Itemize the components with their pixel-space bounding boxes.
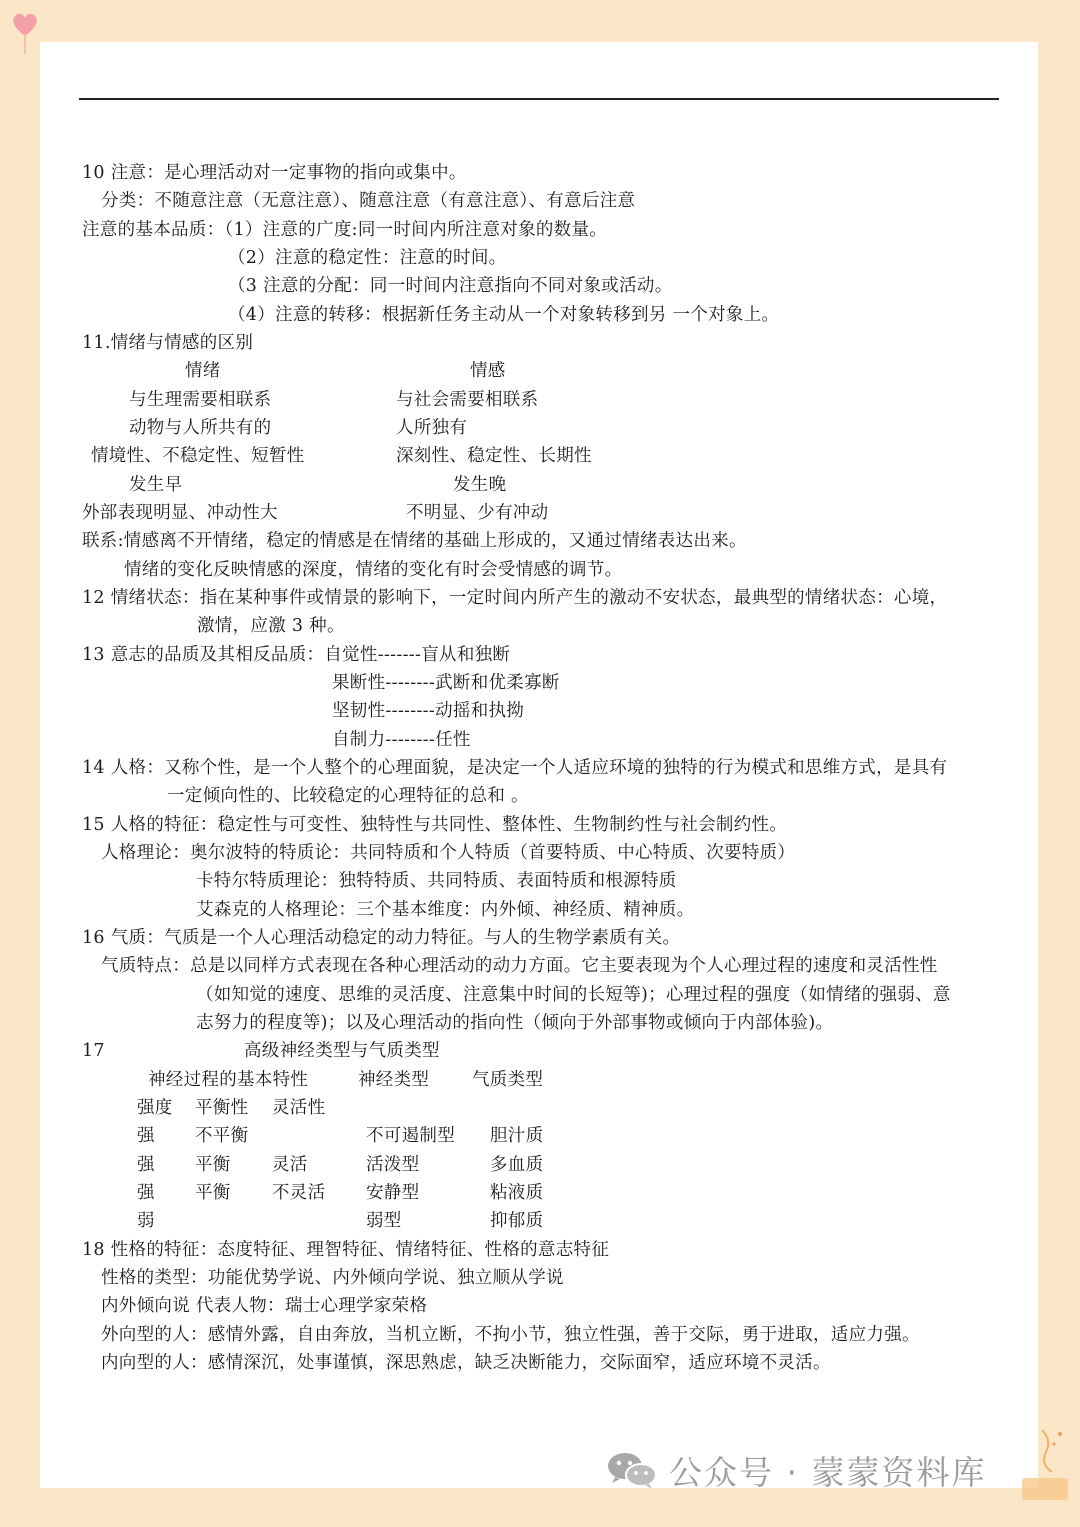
comparison-cell: 与社会需要相联系: [396, 390, 539, 410]
text-line: 10 注意：是心理活动对一定事物的指向或集中。: [82, 163, 467, 183]
table-subheader: 灵活性: [272, 1098, 326, 1118]
table-cell: 多血质: [490, 1155, 544, 1175]
comparison-cell: 外部表现明显、冲动性大: [82, 503, 278, 523]
text-line: 情绪的变化反映情感的深度，情绪的变化有时会受情感的调节。: [124, 560, 623, 580]
text-line: 内向型的人：感情深沉，处事谨慎，深思熟虑，缺乏决断能力，交际面窄，适应环境不灵活。: [101, 1353, 831, 1373]
text-line: （3 注意的分配：同一时间内注意指向不同对象或活动。: [228, 276, 673, 296]
table-cell: 强: [137, 1126, 155, 1146]
text-line: 14 人格：又称个性，是一个人整个的心理面貌，是决定一个人适应环境的独特的行为模式和思维方式，是具有: [82, 758, 948, 778]
text-line: 志努力的程度等)；以及心理活动的指向性（倾向于外部事物或倾向于内部体验)。: [196, 1013, 834, 1033]
text-line: （2）注意的稳定性：注意的时间。: [228, 248, 507, 268]
document-page: [40, 42, 1038, 1488]
text-line: 分类：不随意注意（无意注意）、随意注意（有意注意）、有意后注意: [101, 191, 636, 211]
text-line: 外向型的人：感情外露，自由奔放，当机立断，不拘小节，独立性强，善于交际，勇于进取，适应力强。: [101, 1325, 920, 1345]
text-line: 18 性格的特征：态度特征、理智特征、情绪特征、性格的意志特征: [82, 1240, 610, 1260]
text-line: 性格的类型：功能优势学说、内外倾向学说、独立顺从学说: [101, 1268, 564, 1288]
wechat-icon: [605, 1450, 659, 1490]
table-header: 神经过程的基本特性: [148, 1070, 309, 1090]
text-line: 卡特尔特质理论：独特特质、共同特质、表面特质和根源特质: [196, 871, 677, 891]
table-cell: 活泼型: [366, 1155, 420, 1175]
header-rule: [79, 98, 999, 100]
text-line: 自制力--------任性: [332, 730, 471, 750]
table-header: 气质类型: [472, 1070, 544, 1090]
table-cell: 强: [137, 1183, 155, 1203]
text-line: 激情，应激 3 种。: [197, 616, 345, 636]
comparison-cell: 人所独有: [396, 418, 468, 438]
text-line: 13 意志的品质及其相反品质：自觉性-------盲从和独断: [82, 645, 511, 665]
table-cell: 安静型: [366, 1183, 420, 1203]
text-line: 一定倾向性的、比较稳定的心理特征的总和 。: [167, 786, 529, 806]
table-cell: 灵活: [272, 1155, 308, 1175]
table-cell: 抑郁质: [490, 1211, 544, 1231]
comparison-cell: 发生早: [129, 475, 183, 495]
decoration-icon: [1012, 1420, 1074, 1510]
table-subheader: 强度: [137, 1098, 173, 1118]
table-cell: 粘液质: [490, 1183, 544, 1203]
table-cell: 胆汁质: [490, 1126, 544, 1146]
text-line: 联系:情感离不开情绪，稳定的情感是在情绪的基础上形成的，又通过情绪表达出来。: [82, 531, 747, 551]
text-line: 艾森克的人格理论：三个基本维度：内外倾、神经质、精神质。: [196, 900, 695, 920]
table-cell: 弱: [137, 1211, 155, 1231]
table-title: 高级神经类型与气质类型: [244, 1041, 440, 1061]
text-line: 15 人格的特征：稳定性与可变性、独特性与共同性、整体性、生物制约性与社会制约性。: [82, 815, 788, 835]
comparison-cell: 情境性、不稳定性、短暂性: [91, 446, 305, 466]
text-line: 气质特点：总是以同样方式表现在各种心理活动的动力方面。它主要表现为个人心理过程的速度和灵活性性: [101, 956, 938, 976]
table-subheader: 平衡性: [195, 1098, 249, 1118]
text-line: 11.情绪与情感的区别: [82, 333, 254, 353]
comparison-cell: 深刻性、稳定性、长期性: [396, 446, 592, 466]
table-cell: 平衡: [195, 1183, 231, 1203]
table-cell: 不可遏制型: [366, 1126, 455, 1146]
watermark-label: 公众号 · 蒙蒙资料库: [669, 1452, 987, 1492]
text-line: 人格理论：奥尔波特的特质论：共同特质和个人特质（首要特质、中心特质、次要特质）: [101, 843, 796, 863]
table-cell: 不平衡: [195, 1126, 249, 1146]
section-number: 17: [82, 1041, 105, 1061]
text-line: 坚韧性--------动摇和执拗: [332, 701, 525, 721]
table-header: 神经类型: [358, 1070, 430, 1090]
text-line: 16 气质：气质是一个人心理活动稳定的动力特征。与人的生物学素质有关。: [82, 928, 681, 948]
comparison-header: 情感: [470, 361, 506, 381]
comparison-cell: 动物与人所共有的: [129, 418, 272, 438]
watermark: [605, 1448, 986, 1492]
text-line: 12 情绪状态：指在某种事件或情景的影响下，一定时间内所产生的激动不安状态，最典型的情绪状态：心境，: [82, 588, 948, 608]
table-cell: 不灵活: [272, 1183, 326, 1203]
comparison-cell: 发生晚: [453, 475, 507, 495]
text-line: （4）注意的转移：根据新任务主动从一个对象转移到另 一个对象上。: [228, 305, 780, 325]
comparison-cell: 与生理需要相联系: [129, 390, 272, 410]
text-line: 内外倾向说 代表人物：瑞士心理学家荣格: [101, 1296, 428, 1316]
text-line: （如知觉的速度、思维的灵活度、注意集中时间的长短等)；心理过程的强度（如情绪的强弱、意: [196, 985, 951, 1005]
table-cell: 平衡: [195, 1155, 231, 1175]
table-cell: 弱型: [366, 1211, 402, 1231]
comparison-header: 情绪: [185, 361, 221, 381]
table-cell: 强: [137, 1155, 155, 1175]
text-line: 果断性--------武断和优柔寡断: [332, 673, 560, 693]
heart-icon: [10, 10, 40, 54]
comparison-cell: 不明显、少有冲动: [406, 503, 549, 523]
text-line: 注意的基本品质：（1）注意的广度:同一时间内所注意对象的数量。: [82, 220, 608, 240]
